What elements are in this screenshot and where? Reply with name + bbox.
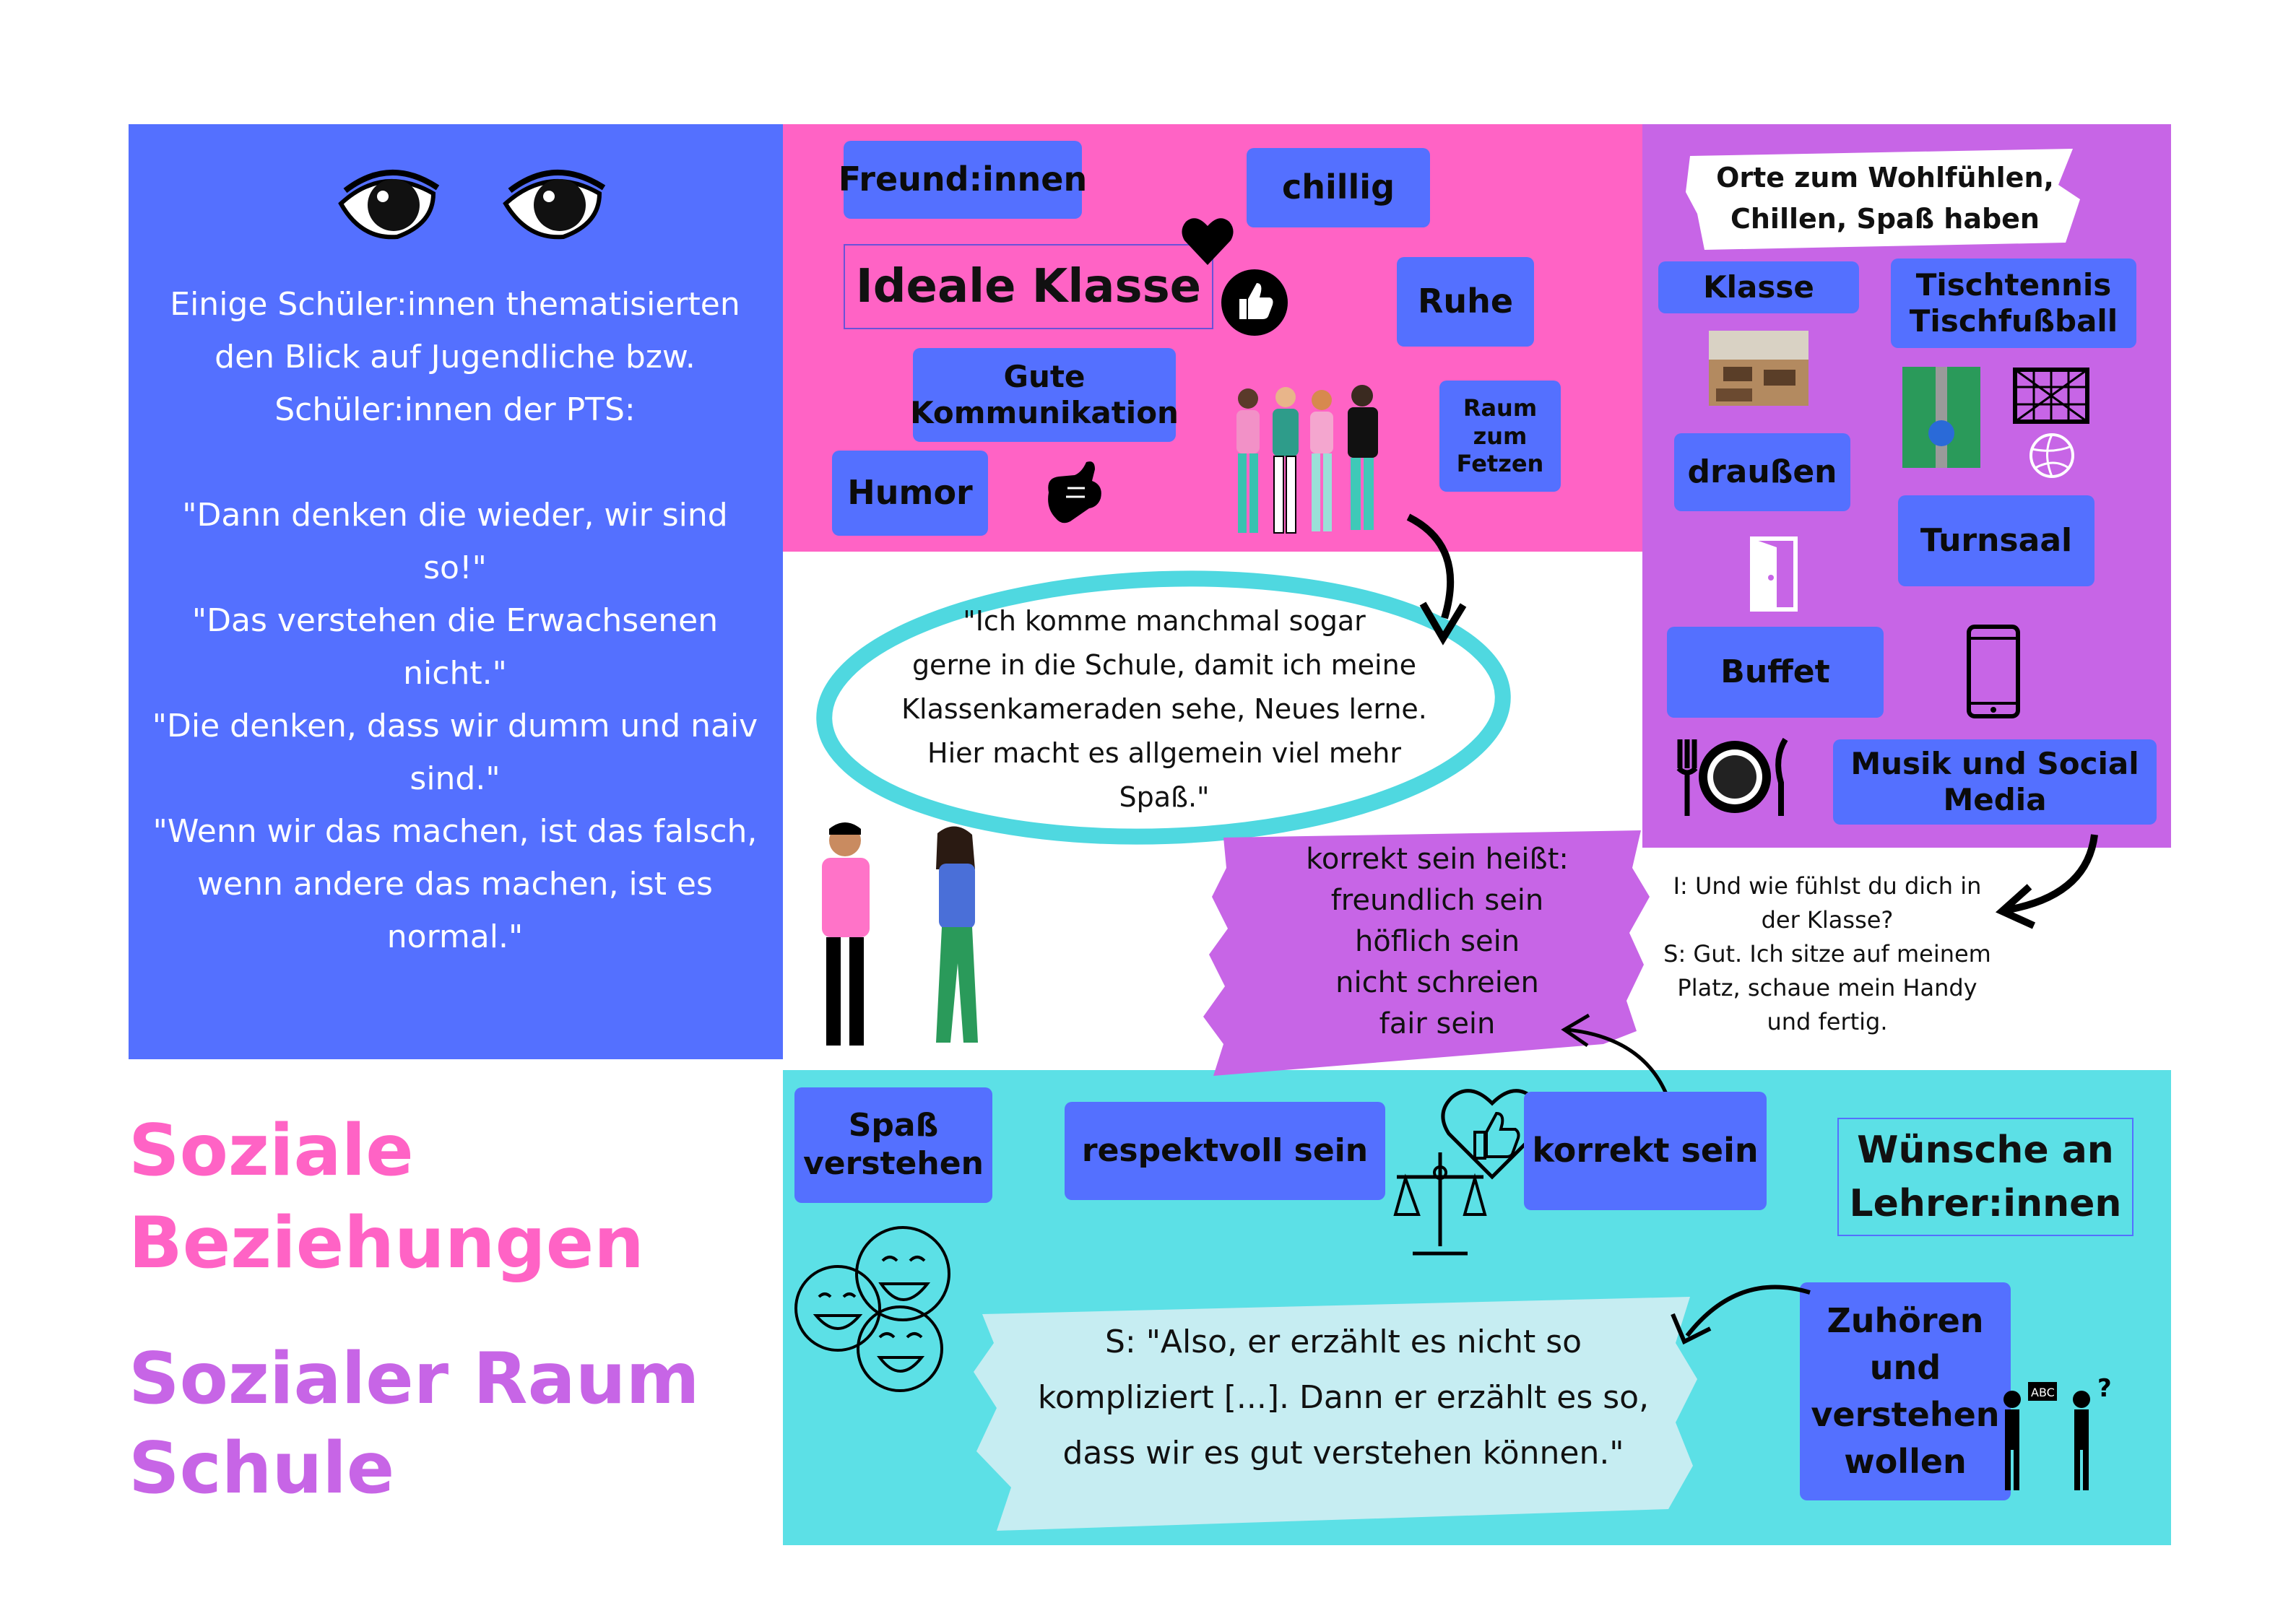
tag-freundinnen: Freund:innen: [844, 141, 1082, 219]
tag-spass-verstehen: Spaß verstehen: [794, 1087, 992, 1203]
tag-chillig: chillig: [1247, 148, 1430, 227]
tag-ruhe: Ruhe: [1397, 257, 1534, 347]
two-people-illustration: [809, 819, 1018, 1057]
volleyball-icon: [2028, 432, 2076, 479]
plate-cutlery-icon: [1673, 736, 1794, 817]
interview-text: I: Und wie fühlst du dich in der Klasse? S: Gut. Ich sitze auf meinem Platz, schaue mein Handy und fertig.: [1663, 872, 1991, 1035]
center-quote: "Ich komme manchmal sogar gerne in die Schule, damit ich meine Klassenkameraden sehe, Neues lerne. Hier macht es allgemein viel mehr Spaß.": [901, 605, 1427, 813]
ideal-class-title: Ideale Klasse: [844, 244, 1213, 329]
tag-raum-zum-fetzen: Raum zum Fetzen: [1439, 381, 1561, 492]
wishes-title: Wünsche an Lehrer:innen: [1837, 1118, 2133, 1236]
sub-title: Sozialer Raum Schule: [129, 1338, 700, 1510]
quote-line: wenn andere das machen, ist es: [197, 866, 713, 903]
tag-draussen: draußen: [1674, 433, 1850, 511]
quote-line: nicht.": [403, 655, 507, 692]
eyes-icon: [332, 159, 621, 253]
laughing-faces-icon: [794, 1222, 968, 1395]
svg-text:?: ?: [2097, 1374, 2112, 1403]
tag-buffet: Buffet: [1667, 627, 1884, 718]
heart-icon: [1179, 213, 1236, 271]
quote-line: "Dann denken die wieder, wir sind: [182, 497, 728, 534]
intro-line: Schüler:innen der PTS:: [274, 391, 636, 428]
intro-line: Einige Schüler:innen thematisierten: [170, 286, 740, 323]
svg-text:ABC: ABC: [2031, 1386, 2055, 1399]
soccer-goal-icon: [2012, 367, 2090, 425]
curved-arrow-down-icon: [1401, 510, 1495, 647]
main-title: Soziale Beziehungen: [129, 1110, 644, 1285]
tag-musik-social-media: Musik und Social Media: [1833, 739, 2157, 825]
thumbs-up-icon: [1221, 269, 1288, 336]
quote-line: "Die denken, dass wir dumm und naiv: [152, 708, 758, 744]
tag-klasse: Klasse: [1658, 261, 1859, 313]
tag-zuhoeren-verstehen-wollen: Zuhören und verstehen wollen: [1800, 1282, 2011, 1500]
wishes-quote: S: "Also, er erzählt es nicht so kompliziert [...]. Dann er erzählt es so, dass wir es gut verstehen können.": [1037, 1324, 1650, 1472]
tag-korrekt-sein: korrekt sein: [1524, 1092, 1767, 1210]
smartphone-icon: [1966, 624, 2021, 719]
left-panel-text: [137, 278, 773, 963]
tag-turnsaal: Turnsaal: [1898, 495, 2094, 586]
tag-respektvoll-sein: respektvoll sein: [1065, 1102, 1385, 1200]
call-me-hand-icon: [1041, 456, 1106, 529]
korrekt-definition: korrekt sein heißt: freundlich sein höflich sein nicht schreien fair sein: [1306, 843, 1569, 1040]
teacher-student-icon: [1990, 1374, 2113, 1493]
intro-line: den Blick auf Jugendliche bzw.: [215, 339, 696, 375]
classroom-photo-icon: [1709, 331, 1808, 406]
door-icon: [1748, 536, 1803, 612]
curved-arrow-left-icon: [1986, 830, 2102, 931]
group-of-students-illustration: [1221, 383, 1408, 542]
quote-line: normal.": [386, 918, 524, 955]
tag-humor: Humor: [832, 451, 988, 536]
quote-line: "Wenn wir das machen, ist das falsch,: [152, 813, 758, 850]
curved-arrow-back-icon: [1658, 1278, 1817, 1357]
quote-line: so!": [423, 549, 487, 586]
quote-line: sind.": [410, 760, 501, 797]
tag-tischtennis: Tischtennis Tischfußball: [1891, 258, 2136, 348]
quote-line: "Das verstehen die Erwachsenen: [191, 602, 719, 639]
places-heading: Orte zum Wohlfühlen, Chillen, Spaß haben: [1716, 162, 2054, 235]
foosball-photo-icon: [1902, 367, 1980, 468]
tag-gute-kommunikation: Gute Kommunikation: [913, 348, 1176, 442]
